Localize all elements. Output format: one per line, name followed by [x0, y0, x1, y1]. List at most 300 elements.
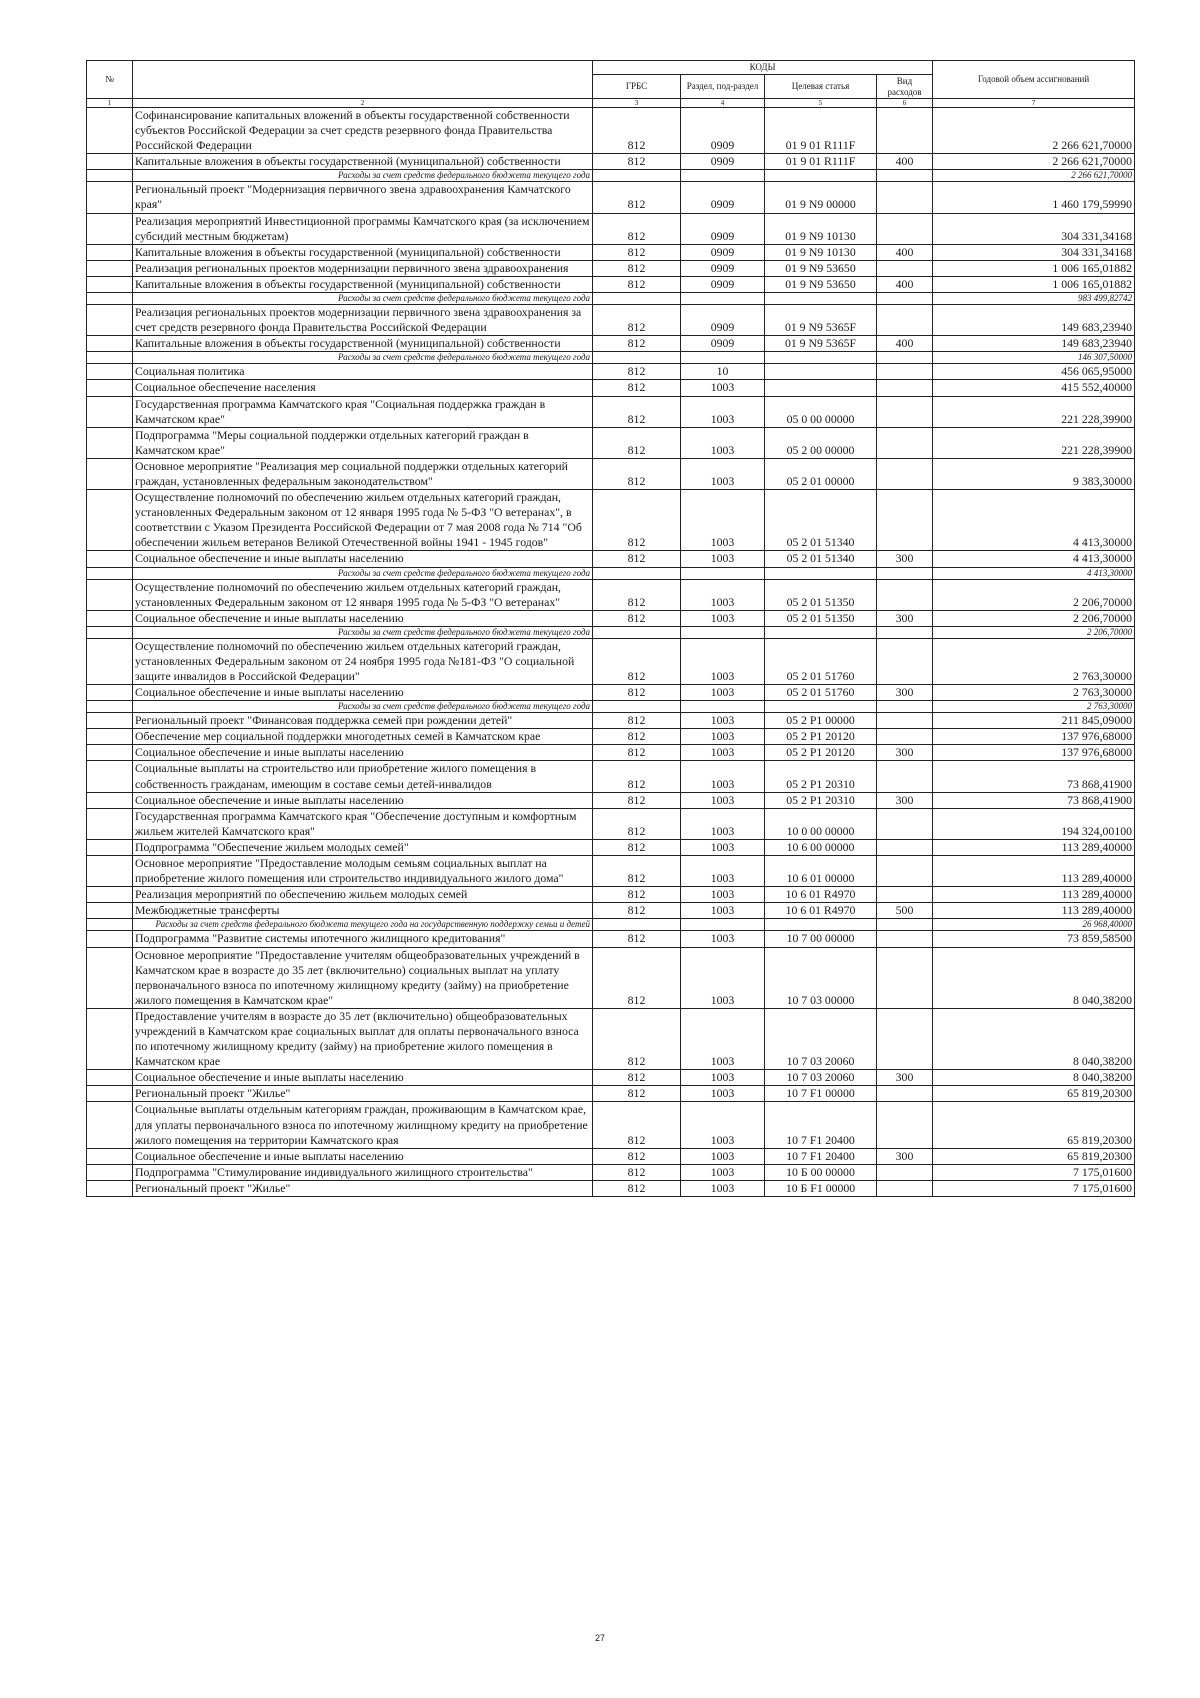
cell-amount: 2 763,30000	[933, 701, 1135, 713]
colnum: 5	[765, 99, 877, 108]
cell-amount: 137 976,68000	[933, 745, 1135, 761]
cell-expense-type	[877, 761, 933, 792]
cell-grbs: 812	[593, 761, 681, 792]
cell-razdel: 1003	[681, 380, 765, 396]
cell-target-article	[765, 364, 877, 380]
cell-num	[87, 792, 133, 808]
cell-expense-type	[877, 567, 933, 579]
cell-target-article: 05 2 01 00000	[765, 458, 877, 489]
cell-num	[87, 887, 133, 903]
cell-target-article: 05 2 01 51340	[765, 551, 877, 567]
cell-amount: 65 819,20300	[933, 1148, 1135, 1164]
table-body	[87, 108, 1135, 1197]
cell-name: Реализация мероприятий Инвестиционной программы Камчатского края (за исключением субсидий местным бюджетам)	[133, 213, 593, 244]
cell-target-article	[765, 380, 877, 396]
cell-razdel: 1003	[681, 551, 765, 567]
cell-num	[87, 713, 133, 729]
cell-razdel: 1003	[681, 761, 765, 792]
cell-amount: 304 331,34168	[933, 244, 1135, 260]
cell-num	[87, 685, 133, 701]
cell-name: Реализация региональных проектов модернизации первичного звена здравоохранения за счет средств резервного фонда Правительства Российской Федерации	[133, 305, 593, 336]
cell-grbs: 812	[593, 903, 681, 919]
cell-grbs: 812	[593, 947, 681, 1008]
table-row-subtotal	[87, 701, 1135, 713]
table-row	[87, 336, 1135, 352]
cell-razdel: 1003	[681, 685, 765, 701]
cell-expense-type	[877, 427, 933, 458]
cell-num	[87, 551, 133, 567]
table-row	[87, 792, 1135, 808]
table-row	[87, 1070, 1135, 1086]
cell-razdel: 1003	[681, 792, 765, 808]
cell-num	[87, 1102, 133, 1148]
cell-expense-type: 400	[877, 336, 933, 352]
table-row-subtotal	[87, 352, 1135, 364]
cell-name: Расходы за счет средств федерального бюджета текущего года	[133, 626, 593, 638]
cell-name: Основное мероприятие "Предоставление учителям общеобразовательных учреждений в Камчатском крае в возрасте до 35 лет (включительно) социальных выплат на уплату первоначального взноса по ипотечному жилищному кредиту (займу) на приобретение жилого помещения в Камчатском крае"	[133, 947, 593, 1008]
cell-target-article: 05 2 01 51760	[765, 638, 877, 684]
cell-grbs: 812	[593, 490, 681, 551]
table-row-subtotal	[87, 170, 1135, 182]
cell-expense-type	[877, 808, 933, 839]
cell-grbs: 812	[593, 792, 681, 808]
table-row	[87, 154, 1135, 170]
cell-amount: 2 206,70000	[933, 579, 1135, 610]
cell-name: Предоставление учителям в возрасте до 35 лет (включительно) общеобразовательных учреждений в Камчатском крае социальных выплат для оплаты первоначального взноса по ипотечному жилищному кредиту (займу) на приобретение жилого помещения в Камчатском крае	[133, 1008, 593, 1069]
cell-expense-type	[877, 638, 933, 684]
cell-razdel	[681, 352, 765, 364]
cell-amount: 983 499,82742	[933, 293, 1135, 305]
header-num: №	[87, 61, 133, 99]
table-row	[87, 610, 1135, 626]
cell-grbs: 812	[593, 887, 681, 903]
table-row-subtotal	[87, 626, 1135, 638]
cell-num	[87, 154, 133, 170]
cell-target-article: 01 9 N9 53650	[765, 260, 877, 276]
cell-expense-type	[877, 947, 933, 1008]
cell-target-article: 05 2 01 51760	[765, 685, 877, 701]
cell-amount: 221 228,39900	[933, 427, 1135, 458]
cell-target-article: 05 0 00 00000	[765, 396, 877, 427]
cell-amount: 4 413,30000	[933, 551, 1135, 567]
cell-target-article: 01 9 01 R111F	[765, 154, 877, 170]
cell-grbs: 812	[593, 610, 681, 626]
cell-expense-type: 300	[877, 551, 933, 567]
cell-target-article: 10 7 F1 20400	[765, 1148, 877, 1164]
cell-target-article: 05 2 P1 20310	[765, 792, 877, 808]
cell-razdel	[681, 293, 765, 305]
cell-razdel: 1003	[681, 713, 765, 729]
cell-target-article: 05 2 P1 20120	[765, 729, 877, 745]
cell-amount: 456 065,95000	[933, 364, 1135, 380]
table-row	[87, 364, 1135, 380]
cell-razdel: 1003	[681, 839, 765, 855]
cell-grbs: 812	[593, 713, 681, 729]
cell-grbs: 812	[593, 579, 681, 610]
table-row	[87, 839, 1135, 855]
cell-name: Социальные выплаты отдельным категориям граждан, проживающим в Камчатском крае, для уплаты первоначального взноса по ипотечному жилищному кредиту на приобретение жилого помещения на территории Камчатского края	[133, 1102, 593, 1148]
cell-name: Основное мероприятие "Реализация мер социальной поддержки отдельных категорий граждан, установленных федеральным законодательством"	[133, 458, 593, 489]
cell-num	[87, 638, 133, 684]
colnum: 4	[681, 99, 765, 108]
cell-target-article: 01 9 N9 5365F	[765, 336, 877, 352]
cell-amount: 2 266 621,70000	[933, 170, 1135, 182]
cell-num	[87, 244, 133, 260]
cell-grbs	[593, 567, 681, 579]
cell-target-article: 10 0 00 00000	[765, 808, 877, 839]
cell-grbs: 812	[593, 1180, 681, 1196]
cell-amount: 7 175,01600	[933, 1180, 1135, 1196]
header-grbs: ГРБС	[593, 75, 681, 99]
cell-num	[87, 170, 133, 182]
table-row	[87, 713, 1135, 729]
cell-grbs	[593, 701, 681, 713]
cell-num	[87, 276, 133, 292]
cell-razdel	[681, 567, 765, 579]
cell-amount: 113 289,40000	[933, 856, 1135, 887]
header-tsel: Целевая статья	[765, 75, 877, 99]
cell-grbs: 812	[593, 551, 681, 567]
cell-name: Региональный проект "Модернизация первичного звена здравоохранения Камчатского края"	[133, 182, 593, 213]
cell-amount: 2 763,30000	[933, 638, 1135, 684]
cell-amount: 4 413,30000	[933, 490, 1135, 551]
cell-razdel: 1003	[681, 1102, 765, 1148]
cell-grbs	[593, 626, 681, 638]
cell-expense-type: 300	[877, 745, 933, 761]
cell-name: Социальное обеспечение и иные выплаты населению	[133, 551, 593, 567]
cell-razdel: 0909	[681, 213, 765, 244]
cell-grbs: 812	[593, 213, 681, 244]
cell-amount: 149 683,23940	[933, 336, 1135, 352]
cell-grbs: 812	[593, 638, 681, 684]
cell-expense-type: 400	[877, 276, 933, 292]
header-vid: Вид расходов	[877, 75, 933, 99]
cell-grbs: 812	[593, 396, 681, 427]
cell-amount: 221 228,39900	[933, 396, 1135, 427]
cell-num	[87, 839, 133, 855]
cell-grbs: 812	[593, 1086, 681, 1102]
cell-num	[87, 903, 133, 919]
table-row	[87, 427, 1135, 458]
cell-grbs: 812	[593, 336, 681, 352]
cell-amount: 113 289,40000	[933, 887, 1135, 903]
cell-razdel: 0909	[681, 154, 765, 170]
cell-amount: 8 040,38200	[933, 947, 1135, 1008]
cell-expense-type	[877, 713, 933, 729]
cell-amount: 2 763,30000	[933, 685, 1135, 701]
cell-razdel	[681, 701, 765, 713]
cell-expense-type	[877, 352, 933, 364]
table-row	[87, 1086, 1135, 1102]
cell-amount: 26 968,40000	[933, 919, 1135, 931]
cell-target-article: 05 2 01 51350	[765, 579, 877, 610]
table-row-subtotal	[87, 919, 1135, 931]
cell-amount: 2 206,70000	[933, 626, 1135, 638]
cell-name: Региональный проект "Жилье"	[133, 1086, 593, 1102]
cell-grbs: 812	[593, 1102, 681, 1148]
cell-num	[87, 260, 133, 276]
cell-grbs: 812	[593, 458, 681, 489]
table-row	[87, 761, 1135, 792]
cell-grbs: 812	[593, 729, 681, 745]
cell-razdel: 1003	[681, 745, 765, 761]
table-row	[87, 931, 1135, 947]
cell-target-article	[765, 919, 877, 931]
cell-amount: 73 868,41900	[933, 792, 1135, 808]
cell-name: Социальное обеспечение и иные выплаты населению	[133, 610, 593, 626]
cell-expense-type: 300	[877, 685, 933, 701]
budget-table-sheet	[86, 60, 1134, 1197]
cell-expense-type	[877, 380, 933, 396]
cell-expense-type: 300	[877, 1070, 933, 1086]
cell-name: Социальное обеспечение и иные выплаты населению	[133, 792, 593, 808]
cell-grbs: 812	[593, 808, 681, 839]
cell-num	[87, 856, 133, 887]
cell-num	[87, 427, 133, 458]
cell-expense-type	[877, 458, 933, 489]
cell-amount: 8 040,38200	[933, 1070, 1135, 1086]
cell-razdel: 0909	[681, 108, 765, 154]
colnum: 7	[933, 99, 1135, 108]
cell-name: Социальные выплаты на строительство или приобретение жилого помещения в собственность гражданам, имеющим в составе семьи детей-инвалидов	[133, 761, 593, 792]
cell-amount: 65 819,20300	[933, 1102, 1135, 1148]
cell-razdel: 1003	[681, 856, 765, 887]
cell-amount: 73 859,58500	[933, 931, 1135, 947]
cell-expense-type	[877, 293, 933, 305]
cell-expense-type	[877, 490, 933, 551]
cell-grbs: 812	[593, 427, 681, 458]
cell-target-article: 10 Б 00 00000	[765, 1164, 877, 1180]
cell-razdel: 0909	[681, 305, 765, 336]
cell-num	[87, 701, 133, 713]
cell-expense-type	[877, 729, 933, 745]
cell-grbs: 812	[593, 745, 681, 761]
cell-razdel: 0909	[681, 244, 765, 260]
cell-razdel: 1003	[681, 1070, 765, 1086]
cell-grbs: 812	[593, 276, 681, 292]
cell-num	[87, 182, 133, 213]
cell-expense-type	[877, 213, 933, 244]
cell-name: Социальное обеспечение населения	[133, 380, 593, 396]
table-row	[87, 887, 1135, 903]
colnum: 3	[593, 99, 681, 108]
cell-razdel: 1003	[681, 931, 765, 947]
cell-amount: 65 819,20300	[933, 1086, 1135, 1102]
cell-grbs	[593, 170, 681, 182]
cell-expense-type	[877, 839, 933, 855]
table-row	[87, 551, 1135, 567]
cell-num	[87, 745, 133, 761]
cell-num	[87, 396, 133, 427]
cell-target-article: 05 2 01 51340	[765, 490, 877, 551]
page-number: 27	[594, 1633, 605, 1643]
table-row	[87, 856, 1135, 887]
cell-amount: 137 976,68000	[933, 729, 1135, 745]
cell-expense-type	[877, 182, 933, 213]
cell-target-article: 10 6 01 00000	[765, 856, 877, 887]
cell-target-article	[765, 701, 877, 713]
cell-target-article: 10 7 03 00000	[765, 947, 877, 1008]
table-row	[87, 579, 1135, 610]
cell-target-article	[765, 293, 877, 305]
header-name	[133, 61, 593, 99]
cell-amount: 194 324,00100	[933, 808, 1135, 839]
cell-razdel: 1003	[681, 1086, 765, 1102]
cell-target-article	[765, 567, 877, 579]
cell-razdel: 1003	[681, 1180, 765, 1196]
header-total: Годовой объем ассигнований	[933, 61, 1135, 99]
cell-grbs	[593, 919, 681, 931]
cell-num	[87, 380, 133, 396]
cell-amount: 8 040,38200	[933, 1008, 1135, 1069]
cell-num	[87, 931, 133, 947]
cell-name: Реализация региональных проектов модернизации первичного звена здравоохранения	[133, 260, 593, 276]
cell-name: Расходы за счет средств федерального бюджета текущего года	[133, 701, 593, 713]
table-row	[87, 1180, 1135, 1196]
cell-razdel: 1003	[681, 808, 765, 839]
cell-name: Государственная программа Камчатского края "Социальная поддержка граждан в Камчатском крае"	[133, 396, 593, 427]
cell-expense-type: 500	[877, 903, 933, 919]
cell-expense-type: 300	[877, 792, 933, 808]
cell-num	[87, 108, 133, 154]
cell-num	[87, 1180, 133, 1196]
cell-amount: 149 683,23940	[933, 305, 1135, 336]
cell-amount: 4 413,30000	[933, 567, 1135, 579]
cell-name: Расходы за счет средств федерального бюджета текущего года	[133, 567, 593, 579]
table-row	[87, 396, 1135, 427]
cell-target-article: 10 7 F1 00000	[765, 1086, 877, 1102]
cell-amount: 2 266 621,70000	[933, 108, 1135, 154]
cell-razdel: 10	[681, 364, 765, 380]
cell-grbs: 812	[593, 108, 681, 154]
table-row	[87, 903, 1135, 919]
cell-razdel: 0909	[681, 276, 765, 292]
table-row	[87, 108, 1135, 154]
cell-name: Осуществление полномочий по обеспечению жильем отдельных категорий граждан, установленных Федеральным законом от 12 января 1995 года № 5-ФЗ "О ветеранах"	[133, 579, 593, 610]
cell-num	[87, 947, 133, 1008]
cell-name: Межбюджетные трансферты	[133, 903, 593, 919]
cell-expense-type	[877, 260, 933, 276]
cell-amount: 1 460 179,59990	[933, 182, 1135, 213]
cell-name: Капитальные вложения в объекты государственной (муниципальной) собственности	[133, 336, 593, 352]
cell-razdel	[681, 919, 765, 931]
cell-amount: 2 266 621,70000	[933, 154, 1135, 170]
cell-name: Осуществление полномочий по обеспечению жильем отдельных категорий граждан, установленных Федеральным законом от 24 ноября 1995 года №181-ФЗ "О социальной защите инвалидов в Российской Федерации"	[133, 638, 593, 684]
cell-razdel: 1003	[681, 903, 765, 919]
cell-num	[87, 490, 133, 551]
cell-grbs: 812	[593, 364, 681, 380]
cell-amount: 304 331,34168	[933, 213, 1135, 244]
cell-grbs: 812	[593, 685, 681, 701]
cell-grbs: 812	[593, 1008, 681, 1069]
cell-name: Реализация мероприятий по обеспечению жильем молодых семей	[133, 887, 593, 903]
cell-target-article	[765, 352, 877, 364]
cell-expense-type	[877, 919, 933, 931]
cell-grbs: 812	[593, 182, 681, 213]
cell-name: Социальная политика	[133, 364, 593, 380]
cell-razdel: 1003	[681, 579, 765, 610]
cell-target-article: 10 6 00 00000	[765, 839, 877, 855]
cell-expense-type: 300	[877, 610, 933, 626]
cell-name: Подпрограмма "Стимулирование индивидуального жилищного строительства"	[133, 1164, 593, 1180]
table-row	[87, 458, 1135, 489]
cell-expense-type	[877, 1008, 933, 1069]
table-row	[87, 182, 1135, 213]
cell-target-article: 10 6 01 R4970	[765, 903, 877, 919]
cell-grbs: 812	[593, 839, 681, 855]
cell-name: Капитальные вложения в объекты государственной (муниципальной) собственности	[133, 154, 593, 170]
cell-razdel: 0909	[681, 336, 765, 352]
cell-razdel: 1003	[681, 947, 765, 1008]
cell-num	[87, 458, 133, 489]
cell-expense-type: 400	[877, 154, 933, 170]
cell-name: Капитальные вложения в объекты государственной (муниципальной) собственности	[133, 276, 593, 292]
table-row	[87, 685, 1135, 701]
cell-expense-type	[877, 931, 933, 947]
cell-num	[87, 919, 133, 931]
table-row-subtotal	[87, 293, 1135, 305]
cell-name: Подпрограмма "Меры социальной поддержки отдельных категорий граждан в Камчатском крае"	[133, 427, 593, 458]
cell-num	[87, 352, 133, 364]
colnum: 2	[133, 99, 593, 108]
cell-razdel: 1003	[681, 638, 765, 684]
header-razdel: Раздел, под-раздел	[681, 75, 765, 99]
cell-amount: 7 175,01600	[933, 1164, 1135, 1180]
cell-name: Расходы за счет средств федерального бюджета текущего года	[133, 352, 593, 364]
table-row	[87, 729, 1135, 745]
cell-grbs	[593, 352, 681, 364]
cell-amount: 1 006 165,01882	[933, 260, 1135, 276]
cell-razdel: 1003	[681, 610, 765, 626]
cell-target-article: 05 2 P1 20310	[765, 761, 877, 792]
cell-expense-type	[877, 626, 933, 638]
cell-grbs: 812	[593, 1070, 681, 1086]
cell-amount: 2 206,70000	[933, 610, 1135, 626]
cell-razdel: 1003	[681, 490, 765, 551]
cell-razdel: 1003	[681, 396, 765, 427]
header-codes: КОДЫ	[593, 61, 933, 75]
column-numbers-row	[87, 99, 1135, 108]
table-row	[87, 1164, 1135, 1180]
table-row	[87, 947, 1135, 1008]
cell-num	[87, 364, 133, 380]
cell-num	[87, 1164, 133, 1180]
cell-expense-type	[877, 396, 933, 427]
cell-num	[87, 1086, 133, 1102]
cell-target-article: 10 7 03 20060	[765, 1008, 877, 1069]
cell-expense-type	[877, 170, 933, 182]
cell-name: Государственная программа Камчатского края "Обеспечение доступным и комфортным жильем жителей Камчатского края"	[133, 808, 593, 839]
cell-expense-type	[877, 887, 933, 903]
table-row	[87, 260, 1135, 276]
cell-razdel: 1003	[681, 1008, 765, 1069]
cell-grbs	[593, 293, 681, 305]
cell-num	[87, 1148, 133, 1164]
cell-num	[87, 336, 133, 352]
cell-expense-type	[877, 364, 933, 380]
cell-num	[87, 1008, 133, 1069]
cell-name: Региональный проект "Финансовая поддержка семей при рождении детей"	[133, 713, 593, 729]
cell-target-article	[765, 626, 877, 638]
cell-grbs: 812	[593, 1164, 681, 1180]
table-row	[87, 1148, 1135, 1164]
cell-num	[87, 305, 133, 336]
cell-grbs: 812	[593, 380, 681, 396]
cell-amount: 113 289,40000	[933, 903, 1135, 919]
cell-amount: 415 552,40000	[933, 380, 1135, 396]
cell-target-article: 01 9 01 R111F	[765, 108, 877, 154]
cell-razdel: 1003	[681, 1148, 765, 1164]
